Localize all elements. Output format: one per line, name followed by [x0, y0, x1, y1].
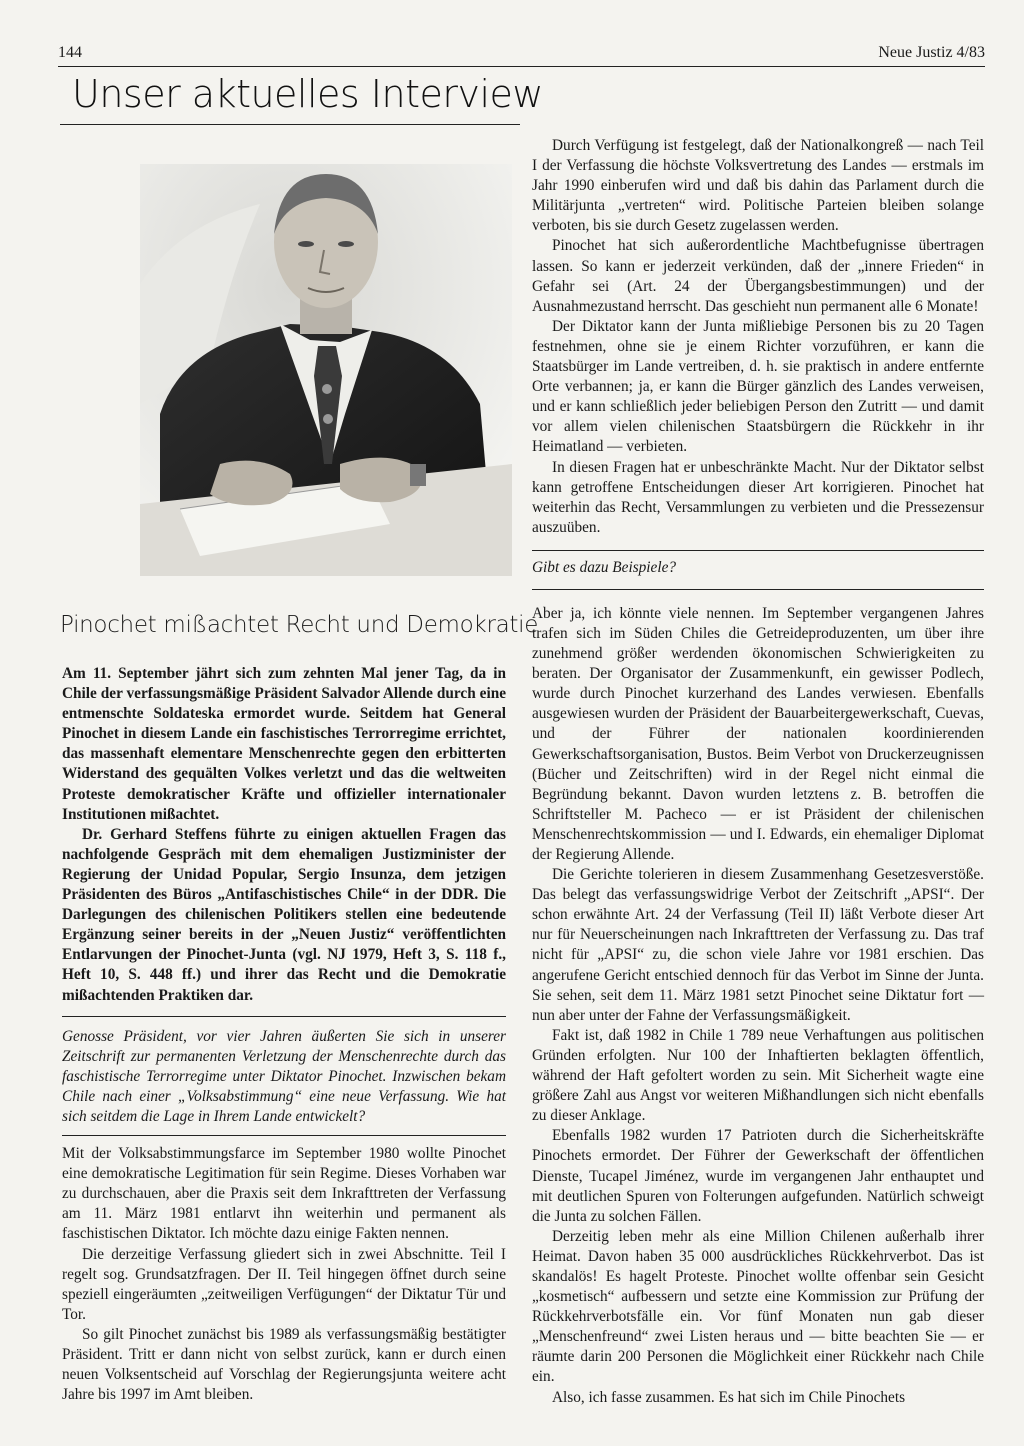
question-rule	[62, 1135, 506, 1136]
question-text: Genosse Präsident, vor vier Jahren äußerten Sie sich in unserer Zeitschrift zur permanenten Verletzung der Menschenrechte durch das faschistische Terrorregime unter Diktator Pinochet. Inzwischen bekam Chile nach einer „Volksabstimmung“ eine neue Verfassung. Wie hat sich seitdem die Lage in Ihrem Lande entwickelt?	[62, 1027, 506, 1125]
running-header	[58, 44, 985, 67]
body-paragraph: Ebenfalls 1982 wurden 17 Patrioten durch die Sicherheitskräfte Pinochets ermordet. Der Führer der Gewerkschaft der öffentlichen Dienste, Tucapel Jiménez, wurde im vergangenen Jahr enthauptet und mit deutlichen Spuren von Folterungen aufgefunden. Natürlich schweigt die Junta zu solchen Fällen.	[532, 1127, 984, 1225]
lead-text	[62, 664, 506, 1006]
title-rule	[60, 124, 520, 125]
page-number: 144	[58, 44, 82, 61]
body-paragraph: Mit der Volksabstimmungsfarce im September 1980 wollte Pinochet eine demokratische Legitimation für sein Regime. Dieses Vorhaben war zu durchschauen, aber die Praxis seit dem Inkrafttreten der Verfassung am 11. März 1981 entlarvt ihn weiterhin und permanent als faschistischen Diktator. Ich möchte dazu einige Fakten nennen.	[62, 1145, 506, 1243]
body-paragraph: Pinochet hat sich außerordentliche Machtbefugnisse übertragen lassen. So kann er jederzeit verkünden, daß der „innere Frieden“ in Gefahr sei (Art. 24 der Übergangsbestimmungen) und der Ausnahmezustand herrscht. Das geschieht nun permanent alle 6 Monate!	[532, 237, 984, 315]
article-title: Pinochet mißachtet Recht und Demokratie	[60, 612, 539, 638]
body-paragraph: Aber ja, ich könnte viele nennen. Im September vergangenen Jahres trafen sich im Süden Chiles die Getreideproduzenten, um über ihre zunehmend größer werdenden ökonomischen Schwierigkeiten zu beraten. Der Organisator der Zusammenkunft, ein gewisser Podlech, wurde durch Pinochet kurzerhand des Landes verwiesen. Ebenfalls ausgewiesen wurden der Präsident der Bauarbeitergewerkschaft, Cuevas, und der Führer der nationalen koordinierenden Gewerkschaftsorganisation, Bustos. Beim Verbot von Druckerzeugnissen (Bücher und Zeitschriften) wird in der Regel nicht einmal die Begründung bekannt. Davon wurden letztens z. B. betroffen die Schriftsteller M. Pacheco — er ist Präsident der chilenischen Menschenrechtskommission — und I. Edwards, ein ehemaliger Diplomat der Regierung Allende.	[532, 604, 984, 863]
body-paragraph: Derzeitig leben mehr als eine Million Chilenen außerhalb ihrer Heimat. Davon haben 35 000 ausdrückliches Rückkehrverbot. Das ist skandalös! Es hagelt Proteste. Pinochet wollte offenbar sein Gesicht „kosmetisch“ aufbessern und setzte eine Kommission zur Prüfung der Rückkehrverbotsfälle ein. Vor fünf Monaten nun gab dieser „Menschenfreund“ zwei Listen heraus und — bitte beachten Sie — er räumte darin 200 Personen die Möglichkeit einer Rückkehr nach Chile ein.	[532, 1227, 984, 1386]
body-paragraph: Durch Verfügung ist festgelegt, daß der Nationalkongreß — nach Teil I der Verfassung die höchste Volksvertretung des Landes — erstmals im Jahr 1990 einberufen wird und daß bis dahin das Parlament durch die Militärjunta „vertreten“ wird. Politische Parteien bleiben solange verboten, bis sie durch Gesetz zugelassen werden.	[532, 137, 984, 235]
body-paragraph: In diesen Fragen hat er unbeschränkte Macht. Nur der Diktator selbst kann getroffene Entscheidungen dieser Art korrigieren. Pinochet hat weiterhin das Recht, Versammlungen zu verbieten und die Pressezensur auszuüben.	[532, 458, 984, 536]
body-paragraph: Die Gerichte tolerieren in diesem Zusammenhang Gesetzesverstöße. Das belegt das verfassungswidrige Verbot der Zeitschrift „APSI“. Der schon erwähnte Art. 24 der Verfassung (Teil II) läßt Verbote dieser Art nur für Neuerscheinungen nach Inkrafttreten der Verfassung zu. Das traf nicht für „APSI“ zu, die schon viele Jahre vor 1981 erschien. Das angerufene Gericht entschied dennoch für das Verbot im Sinne der Junta. Sie sehen, seit dem 11. März 1981 setzt Pinochet seine Diktatur fort — nun aber unter der Fahne der Verfassungsmäßigkeit.	[532, 866, 984, 1024]
right-column	[532, 136, 984, 1408]
section-title: Unser aktuelles Interview	[72, 72, 543, 116]
journal-issue: Neue Justiz 4/83	[878, 44, 985, 61]
lead-paragraph: Dr. Gerhard Steffens führte zu einigen aktuellen Fragen das nachfolgende Gespräch mit dem ehemaligen Justizminister der Regierung der Unidad Popular, Sergio Insunza, dem jetzigen Präsidenten des Büros „Antifaschistisches Chile“ in der DDR. Die Darlegungen des chilenischen Politikers stellen eine bedeutende Ergänzung seiner bereits in der „Neuen Justiz“ veröffentlichten Entlarvungen der Pinochet-Junta (vgl. NJ 1979, Heft 3, S. 118 f., Heft 10, S. 448 ff.) und ihrer das Recht und die Demokratie mißachtenden Praktiken dar.	[62, 825, 506, 1004]
body-paragraph: Der Diktator kann der Junta mißliebige Personen bis zu 20 Tagen festnehmen, ohne sie je einem Richter vorzuführen, er kann die Staatsbürger im Lande vertreiben, d. h. sie praktisch in andere entfernte Orte verbannen; ja, er kann die Bürger gänzlich des Landes verweisen, und er kann schließlich jeder beliebigen Person den Zutritt — und damit vor allem vielen chilenischen Staatsbürgern die Rückkehr in ihr Heimatland — verbieten.	[532, 317, 984, 456]
body-paragraph: Die derzeitige Verfassung gliedert sich in zwei Abschnitte. Teil I regelt sog. Grundsatzfragen. Der II. Teil hingegen öffnet durch seine speziell eingeräumten „zeitweiligen Verfügungen“ der Diktatur Tür und Tor.	[62, 1245, 506, 1323]
left-column	[62, 664, 506, 1405]
question-text: Gibt es dazu Beispiele?	[532, 550, 984, 577]
question-block	[62, 1016, 506, 1127]
interview-photo	[140, 164, 512, 576]
body-paragraph: Fakt ist, daß 1982 in Chile 1 789 neue Verhaftungen aus politischen Gründen erfolgten. Nur 100 der Inhaftierten beklagten öffentlich, während der Haft gefoltert worden zu sein. Mit Sicherheit wagte eine größere Zahl aus Angst vor weiteren Mißhandlungen sich nicht ebenfalls zu dieser Anklage.	[532, 1026, 984, 1125]
body-paragraph: Also, ich fasse zusammen. Es hat sich im Chile Pinochets	[552, 1388, 906, 1406]
body-paragraph: So gilt Pinochet zunächst bis 1989 als verfassungsmäßig bestätigter Präsident. Tritt er dann nicht von selbst zurück, kann er durch einen neuen Volksentscheid auf Vorschlag der Regierungsjunta weitere acht Jahre bis 1997 im Amt bleiben.	[62, 1325, 506, 1404]
lead-paragraph: Am 11. September jährt sich zum zehnten Mal jener Tag, da in Chile der verfassungsmäßige Präsident Salvador Allende durch eine entmenschte Soldateska ermordet wurde. Seitdem hat General Pinochet in diesem Lande ein faschistisches Terrorregime errichtet, das massenhaft elementare Menschenrechte gegen den erbitterten Widerstand des gequälten Volkes verletzt und das die weltweiten Proteste demokratischer Kräfte und offizieller internationaler Institutionen mißachtet.	[62, 665, 506, 823]
question-rule	[532, 589, 984, 590]
